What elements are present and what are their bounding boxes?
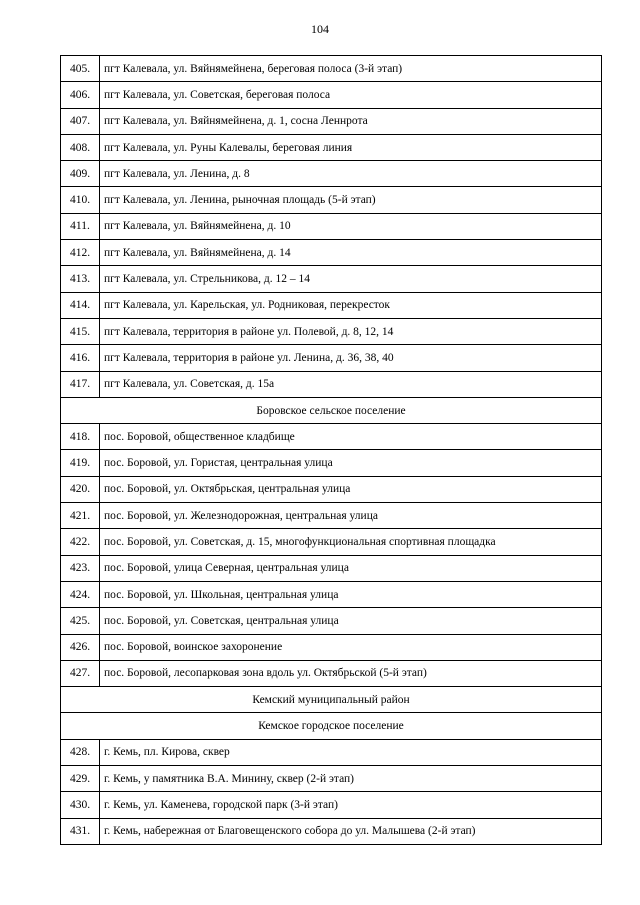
table-row [61, 213, 602, 239]
location-description: пгт Калевала, ул. Ленина, д. 8 [100, 161, 602, 187]
row-number: 418. [61, 424, 100, 450]
table-row [61, 161, 602, 187]
table-body [61, 56, 602, 845]
row-number: 415. [61, 318, 100, 344]
table-row [61, 450, 602, 476]
row-number: 431. [61, 818, 100, 844]
row-number: 419. [61, 450, 100, 476]
table-row [61, 108, 602, 134]
table-row [61, 240, 602, 266]
table-row [61, 660, 602, 686]
table-row [61, 792, 602, 818]
table-row [61, 503, 602, 529]
table-row [61, 187, 602, 213]
location-description: пгт Калевала, ул. Вяйнямейнена, д. 1, сосна Леннрота [100, 108, 602, 134]
location-description: г. Кемь, у памятника В.А. Минину, сквер (2-й этап) [100, 766, 602, 792]
table-row [61, 739, 602, 765]
location-description: пос. Боровой, ул. Советская, центральная улица [100, 608, 602, 634]
section-header-row [61, 687, 602, 713]
row-number: 414. [61, 292, 100, 318]
row-number: 429. [61, 766, 100, 792]
table-row [61, 56, 602, 82]
location-description: пос. Боровой, ул. Гористая, центральная улица [100, 450, 602, 476]
section-title: Кемское городское поселение [61, 713, 602, 739]
row-number: 410. [61, 187, 100, 213]
location-description: пгт Калевала, ул. Ленина, рыночная площадь (5-й этап) [100, 187, 602, 213]
table-row [61, 529, 602, 555]
row-number: 420. [61, 476, 100, 502]
row-number: 406. [61, 82, 100, 108]
table-row [61, 371, 602, 397]
location-description: пос. Боровой, ул. Советская, д. 15, многофункциональная спортивная площадка [100, 529, 602, 555]
row-number: 428. [61, 739, 100, 765]
row-number: 416. [61, 345, 100, 371]
row-number: 412. [61, 240, 100, 266]
locations-table [60, 55, 602, 845]
location-description: пгт Калевала, ул. Руны Калевалы, береговая линия [100, 134, 602, 160]
location-description: г. Кемь, пл. Кирова, сквер [100, 739, 602, 765]
location-description: пгт Калевала, ул. Советская, береговая полоса [100, 82, 602, 108]
row-number: 422. [61, 529, 100, 555]
table-row [61, 292, 602, 318]
location-description: пос. Боровой, ул. Железнодорожная, центральная улица [100, 503, 602, 529]
location-description: г. Кемь, ул. Каменева, городской парк (3-й этап) [100, 792, 602, 818]
location-description: пгт Калевала, ул. Карельская, ул. Родниковая, перекресток [100, 292, 602, 318]
row-number: 421. [61, 503, 100, 529]
location-description: пгт Калевала, ул. Вяйнямейнена, береговая полоса (3-й этап) [100, 56, 602, 82]
row-number: 409. [61, 161, 100, 187]
location-description: пгт Калевала, ул. Стрельникова, д. 12 – 14 [100, 266, 602, 292]
location-description: пгт Калевала, территория в районе ул. Полевой, д. 8, 12, 14 [100, 318, 602, 344]
row-number: 411. [61, 213, 100, 239]
section-header-row [61, 397, 602, 423]
row-number: 426. [61, 634, 100, 660]
section-title: Боровское сельское поселение [61, 397, 602, 423]
table-row [61, 345, 602, 371]
location-description: пгт Калевала, территория в районе ул. Ленина, д. 36, 38, 40 [100, 345, 602, 371]
row-number: 425. [61, 608, 100, 634]
row-number: 427. [61, 660, 100, 686]
location-description: пос. Боровой, общественное кладбище [100, 424, 602, 450]
section-header-row [61, 713, 602, 739]
table-row [61, 581, 602, 607]
row-number: 408. [61, 134, 100, 160]
row-number: 430. [61, 792, 100, 818]
table-row [61, 82, 602, 108]
table-row [61, 766, 602, 792]
table-row [61, 318, 602, 344]
table-row [61, 555, 602, 581]
location-description: пос. Боровой, ул. Школьная, центральная улица [100, 581, 602, 607]
row-number: 405. [61, 56, 100, 82]
table-row [61, 608, 602, 634]
section-title: Кемский муниципальный район [61, 687, 602, 713]
row-number: 407. [61, 108, 100, 134]
row-number: 413. [61, 266, 100, 292]
location-description: пос. Боровой, воинское захоронение [100, 634, 602, 660]
location-description: пгт Калевала, ул. Вяйнямейнена, д. 10 [100, 213, 602, 239]
page-number: 104 [311, 22, 329, 36]
location-description: пос. Боровой, лесопарковая зона вдоль ул. Октябрьской (5-й этап) [100, 660, 602, 686]
table-row [61, 634, 602, 660]
table-row [61, 424, 602, 450]
location-description: пос. Боровой, ул. Октябрьская, центральная улица [100, 476, 602, 502]
row-number: 424. [61, 581, 100, 607]
location-description: пгт Калевала, ул. Советская, д. 15а [100, 371, 602, 397]
table-row [61, 476, 602, 502]
table-row [61, 266, 602, 292]
table-row [61, 134, 602, 160]
row-number: 417. [61, 371, 100, 397]
location-description: пгт Калевала, ул. Вяйнямейнена, д. 14 [100, 240, 602, 266]
location-description: г. Кемь, набережная от Благовещенского собора до ул. Малышева (2-й этап) [100, 818, 602, 844]
row-number: 423. [61, 555, 100, 581]
location-description: пос. Боровой, улица Северная, центральная улица [100, 555, 602, 581]
table-row [61, 818, 602, 844]
